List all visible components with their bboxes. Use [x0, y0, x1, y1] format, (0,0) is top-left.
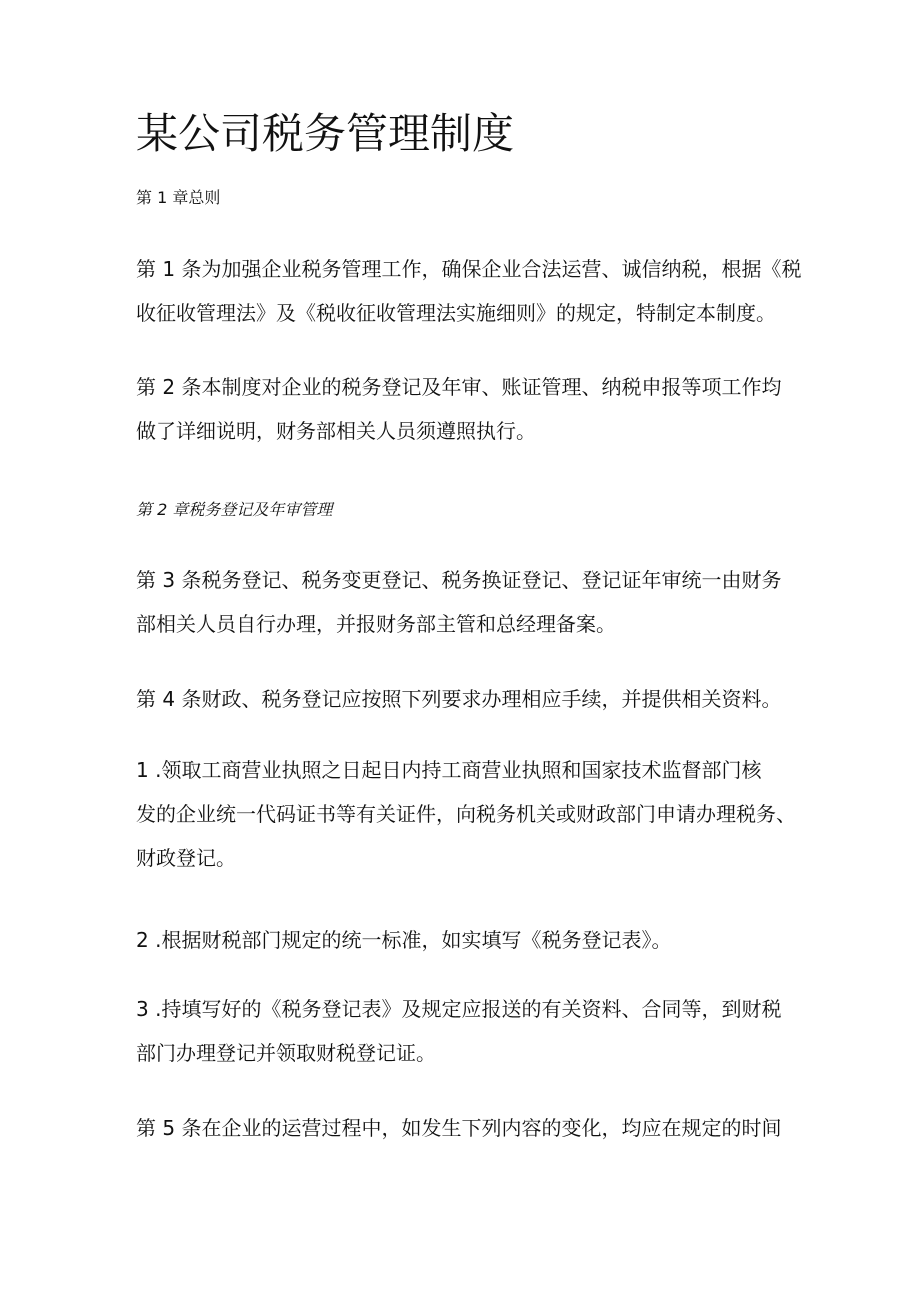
paragraph-line: 做了详细说明，财务部相关人员须遵照执行。: [136, 419, 536, 443]
paragraph-line: 部门办理登记并领取财税登记证。: [136, 1041, 436, 1065]
paragraph-line: 1 .领取工商营业执照之日起日内持工商营业执照和国家技术监督部门核: [136, 758, 762, 782]
list-item-1: [136, 748, 796, 880]
article-2-paragraph: [136, 365, 796, 453]
chapter-heading-2: 第 2 章税务登记及年审管理: [136, 500, 333, 519]
chapter-heading-1: 第 1 章总则: [136, 188, 221, 207]
paragraph-line: 发的企业统一代码证书等有关证件，向税务机关或财政部门申请办理税务、: [136, 802, 796, 826]
paragraph-line: 收征收管理法》及《税收征收管理法实施细则》的规定，特制定本制度。: [136, 301, 776, 325]
paragraph-line: 第 4 条财政、税务登记应按照下列要求办理相应手续，并提供相关资料。: [136, 687, 782, 711]
paragraph-line: 部相关人员自行办理，并报财务部主管和总经理备案。: [136, 612, 616, 636]
document-title: 某公司税务管理制度: [136, 109, 515, 158]
article-5-paragraph: [136, 1106, 796, 1150]
article-3-paragraph: [136, 558, 796, 646]
article-1-paragraph: [136, 247, 802, 335]
list-item-3: [136, 987, 796, 1075]
paragraph-line: 3 .持填写好的《税务登记表》及规定应报送的有关资料、合同等，到财税: [136, 997, 782, 1021]
paragraph-line: 财政登记。: [136, 846, 236, 870]
paragraph-line: 第 5 条在企业的运营过程中，如发生下列内容的变化，均应在规定的时间: [136, 1116, 782, 1140]
paragraph-line: 第 1 条为加强企业税务管理工作，确保企业合法运营、诚信纳税，根据《税: [136, 257, 802, 281]
list-item-2: [136, 918, 796, 962]
paragraph-line: 2 .根据财税部门规定的统一标准，如实填写《税务登记表》。: [136, 928, 672, 952]
article-4-paragraph: [136, 677, 796, 721]
paragraph-line: 第 2 条本制度对企业的税务登记及年审、账证管理、纳税申报等项工作均: [136, 375, 782, 399]
paragraph-line: 第 3 条税务登记、税务变更登记、税务换证登记、登记证年审统一由财务: [136, 568, 782, 592]
